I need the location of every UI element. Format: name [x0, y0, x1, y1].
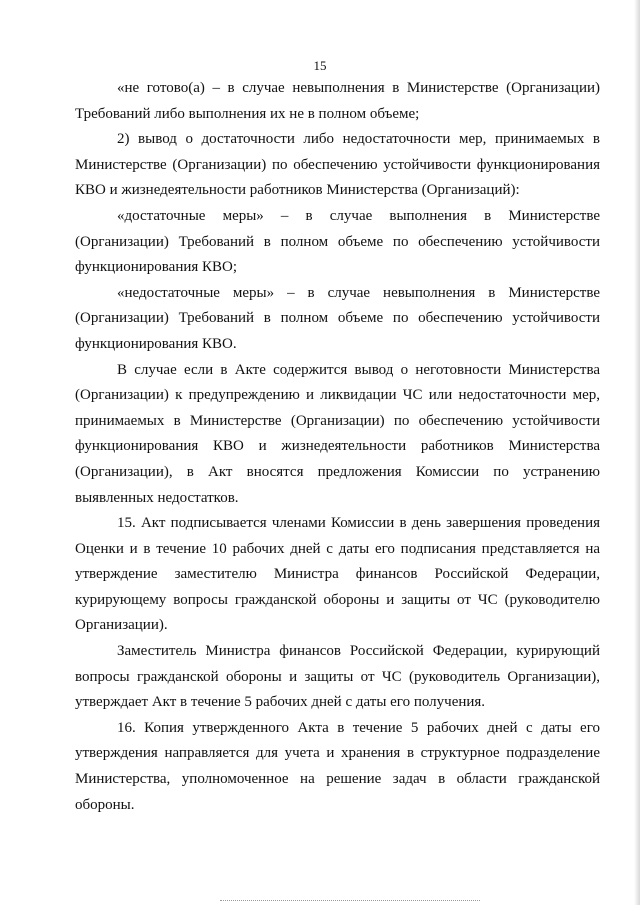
- paragraph-conclusion-measures: 2) вывод о достаточности либо недостаточности мер, принимаемых в Министерстве (Организации) по обеспечению устойчивости функционирования КВО и жизнедеятельности работников Министерства (Организаций):: [75, 131, 600, 199]
- paragraph-item-15: 15. Акт подписывается членами Комиссии в день завершения проведения Оценки и в течение 10 рабочих дней с даты его подписания представляется на утверждение заместителю Министра финансов Российской Федерации, курирующему вопросы гражданской обороны и защиты от ЧС (руководителю Организации).: [75, 515, 600, 634]
- paragraph-commission-proposals: В случае если в Акте содержится вывод о неготовности Министерства (Организации) к предупреждению и ликвидации ЧС или недостаточности мер, принимаемых в Министерстве (Организации) по обеспечению устойчивости функционирования КВО и жизнедеятельности работников Министерства (Организации), в Акт вносятся предложения Комиссии по устранению выявленных недостатков.: [75, 361, 600, 506]
- paragraph-not-ready: «не готово(а) – в случае невыполнения в Министерстве (Организации) Требований либо выполнения их не в полном объеме;: [75, 80, 600, 122]
- page-edge-shadow: [634, 0, 640, 905]
- paragraph-insufficient-measures: «недостаточные меры» – в случае невыполнения в Министерстве (Организации) Требований в полном объеме по обеспечению устойчивости функционирования КВО.: [75, 284, 600, 352]
- paragraph-deputy-minister-approval: Заместитель Министра финансов Российской Федерации, курирующий вопросы гражданской обороны и защиты от ЧС (руководитель Организации), утверждает Акт в течение 5 рабочих дней с даты его получения.: [75, 643, 600, 711]
- document-body: [75, 76, 600, 818]
- page-number: 15: [313, 58, 327, 73]
- paragraph-sufficient-measures: «достаточные меры» – в случае выполнения в Министерстве (Организации) Требований в полном объеме по обеспечению устойчивости функционирования КВО;: [75, 207, 600, 276]
- paragraph-item-16: 16. Копия утвержденного Акта в течение 5 рабочих дней с даты его утверждения направляется для учета и хранения в структурное подразделение Министерства, уполномоченное на решение задач в области гражданской обороны.: [75, 719, 600, 813]
- scan-bottom-artifact: [220, 900, 480, 901]
